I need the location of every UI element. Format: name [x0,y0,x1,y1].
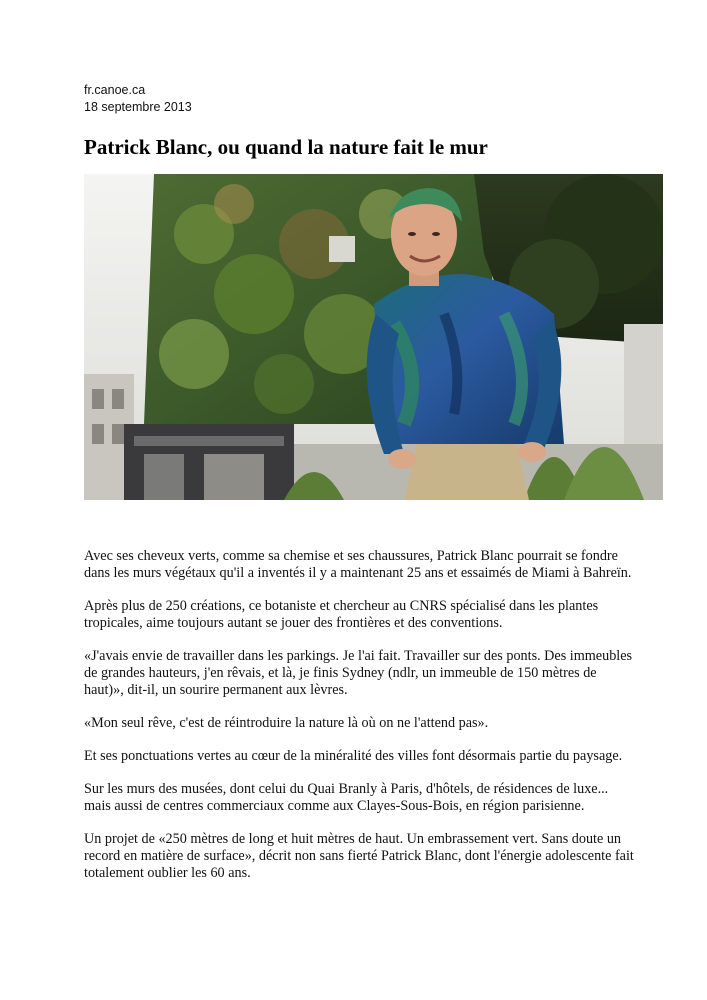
paragraph-1: Avec ses cheveux verts, comme sa chemise et ses chaussures, Patrick Blanc pourrait se fondre dans les murs végétaux qu'il a inventés il y a maintenant 25 ans et essaimés de Miami à Bahreïn. [84,548,632,581]
paragraph-3: «J'avais envie de travailler dans les parkings. Je l'ai fait. Travailler sur des ponts. Des immeubles de grandes hauteurs, j'en rêvais, et là, je finis Sydney (ndlr, un immeuble de 150 mètres de haut)», dit-il, un sourire permanent aux lèvres. [84,648,633,698]
paragraph-5: Et ses ponctuations vertes au cœur de la minéralité des villes font désormais partie du paysage. [84,748,623,764]
article-body [84,548,636,898]
paragraph-4: «Mon seul rêve, c'est de réintroduire la nature là où on ne l'attend pas». [84,715,489,731]
paragraph-6: Sur les murs des musées, dont celui du Quai Branly à Paris, d'hôtels, de résidences de luxe... mais aussi de centres commerciaux comme aux Clayes-Sous-Bois, en région parisienne. [84,781,609,814]
paragraph-2: Après plus de 250 créations, ce botaniste et chercheur au CNRS spécialisé dans les plantes tropicales, aime toujours autant se jouer des frontières et des conventions. [84,598,599,631]
article-title: Patrick Blanc, ou quand la nature fait le mur [84,135,488,159]
article-photo [84,174,663,500]
paragraph-7: Un projet de «250 mètres de long et huit mètres de haut. Un embrassement vert. Sans doute un record en matière de surface», décrit non sans fierté Patrick Blanc, dont l'énergie adolescente fait totalement oublier les 60 ans. [84,831,634,881]
publication-date: 18 septembre 2013 [84,100,192,114]
source-site: fr.canoe.ca [84,83,146,97]
article-header [84,82,192,116]
